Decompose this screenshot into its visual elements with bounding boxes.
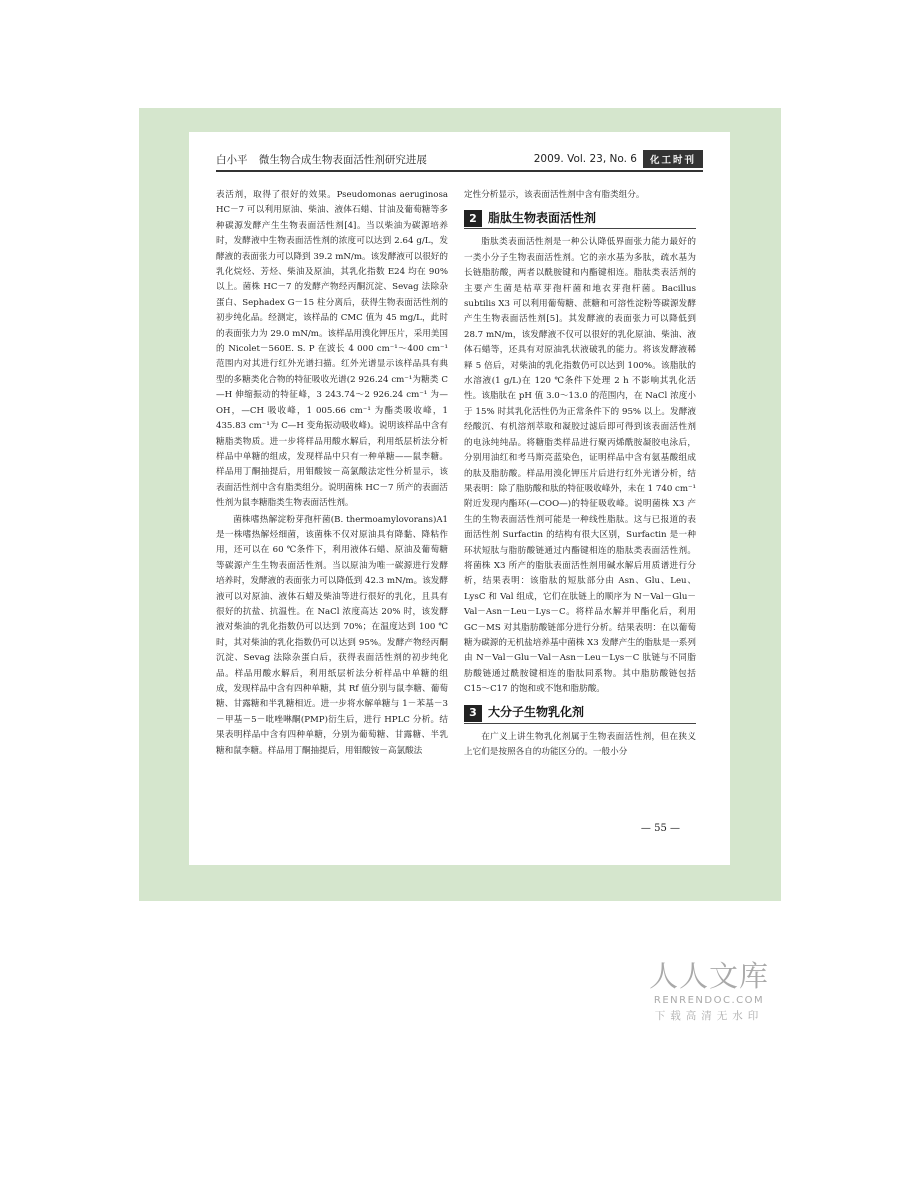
section-title-3: 大分子生物乳化剂: [488, 705, 585, 720]
header-right: [534, 150, 703, 168]
header-article-title: 微生物合成生物表面活性剂研究进展: [258, 154, 427, 166]
right-paragraph-2: 在广义上讲生物乳化剂属于生物表面活性剂，但在狭义上它们是按照各自的功能区分的。一般小分: [464, 731, 696, 757]
section-number-2: 2: [464, 210, 482, 227]
running-header: [216, 152, 703, 172]
watermark-title: 人人文库: [648, 959, 769, 993]
left-paragraph-1: 表活剂，取得了很好的效果。Pseudomonas aeruginosa HC－7 可以利用原油、柴油、液体石蜡、甘油及葡萄糖等多种碳源发酵产生生物表面活性剂[4]。当以柴油为碳源培养时，发酵液中生物表面活性剂的浓度可以达到 2.64 g/L，发酵液的表面张力可以降到 39.2 mN/m。该发酵液可以很好的乳化烷烃、芳烃、柴油及原油，其乳化指数 E24 均在 90% 以上。菌株 HC－7 的发酵产物经丙酮沉淀、Sevag 法除杂蛋白、Sephadex G－15 柱分离后，获得生物表面活性剂的初步纯化品。经测定，该样品的 CMC 值为 45 mg/L，此时的表面张力为 29.0 mN/m。该样品用溴化钾压片，采用美国的 Nicolet－560E. S. P 在波长 4 000 cm⁻¹～400 cm⁻¹范围内对其进行红外光谱扫描。红外光谱显示该样品具有典型的多糖类化合物的特征吸收光谱(2 926.24 cm⁻¹为糖类 C—H 伸缩振动的特征峰，3 243.74～2 926.24 cm⁻¹ 为—OH，—CH 吸收峰，1 005.66 cm⁻¹ 为酯类吸收峰，1 435.83 cm⁻¹为 C—H 变角振动吸收峰)。说明该样品中含有糖脂类物质。进一步将样品用酸水解后，利用纸层析法分析样品中单糖的组成，发现样品中只有一种单糖——鼠李糖。样品用丁酮抽提后，用钼酸铵－高氯酸法定性分析显示，该表面活性剂中含有脂类组分。说明菌株 HC－7 所产的表面活性剂为鼠李糖脂类生物表面活性剂。: [216, 190, 448, 509]
watermark-subtitle: 下载高清无水印: [654, 1010, 764, 1022]
right-column: [464, 188, 696, 760]
section-heading-2: [464, 209, 696, 229]
watermark: [644, 958, 774, 1024]
section-number-3: 3: [464, 705, 482, 722]
right-paragraph-1: 脂肽类表面活性剂是一种公认降低界面张力能力最好的一类小分子生物表面活性剂。它的亲水基为多肽，疏水基为长链脂肪酸，两者以酰胺键和内酯键相连。脂肽类表活剂的主要产生菌是枯草芽孢杆菌和地衣芽孢杆菌。Bacillus subtilis X3 可以利用葡萄糖、蔗糖和可溶性淀粉等碳源发酵产生生物表面活性剂[5]。其发酵液的表面张力可以降低到 28.7 mN/m，该发酵液不仅可以很好的乳化原油、柴油、液体石蜡等，还具有对原油乳状液破乳的能力。将该发酵液稀释 5 倍后，对柴油的乳化指数仍可以达到 100%。该脂肽的水溶液(1 g/L)在 120 ℃条件下处理 2 h 不影响其乳化活性。该脂肽在 pH 值 3.0～13.0 的范围内，在 NaCl 浓度小于 15% 时其乳化活性仍为正常条件下的 95% 以上。发酵液经酸沉、有机溶剂萃取和凝胶过滤后即可得到该表面活性剂的电泳纯纯品。将糖脂类样品进行聚丙烯酰胺凝胶电泳后，分别用油红和考马斯亮蓝染色，证明样品中含有氨基酸组成的肽及脂肪酸。样品用溴化钾压片后进行红外光谱分析，结果表明：除了脂肪酸和肽的特征吸收峰外，未在 1 740 cm⁻¹附近发现内酯环(—COO—)的特征吸收峰。说明菌株 X3 产生的生物表面活性剂可能是一种线性脂肽。这与已报道的表面活性剂 Surfactin 的结构有很大区别，Surfactin 是一种环状短肽与脂肪酸链通过内酯键相连的脂肽类表面活性剂。将菌株 X3 所产的脂肽表面活性剂用碱水解后用质谱进行分析，结果表明：该脂肽的短肽部分由 Asn、Glu、Leu、LysC 和 Val 组成，它们在肽链上的顺序为 N－Val－Glu－Val－Asn－Leu－Lys－C。将样品水解并甲酯化后，利用 GC－MS 对其脂肪酸链部分进行分析。结果表明：在以葡萄糖为碳源的无机盐培养基中菌株 X3 发酵产生的脂肽是一系列由 N－Val－Glu－Val－Asn－Leu－Lys－C 肽链与不同脂肪酸链通过酰胺键相连的脂肽同系物。其中脂肪酸链包括 C15～C17 的饱和或不饱和脂肪酸。: [464, 237, 696, 695]
header-author: 白小平: [216, 154, 248, 166]
document-page: [189, 132, 730, 865]
journal-badge: 化工时刊: [643, 150, 703, 168]
section-heading-3: [464, 704, 696, 724]
left-paragraph-2: 菌株嗜热解淀粉芽孢杆菌(B. thermoamylovorans)A1 是一株嗜热解烃细菌，该菌株不仅对原油具有降黏、降粘作用，还可以在 60 ℃条件下，利用液体石蜡、原油及葡萄糖等碳源产生生物表面活性剂。当以原油为唯一碳源进行发酵培养时，发酵液的表面张力可以降低到 42.3 mN/m。该发酵液可以对原油、液体石蜡及柴油等进行很好的乳化，且具有很好的抗盐、抗温性。在 NaCl 浓度高达 20% 时，该发酵液对柴油的乳化指数仍可以达到 70%；在温度达到 100 ℃时，其对柴油的乳化指数仍可以达到 95%。发酵产物经丙酮沉淀、Sevag 法除杂蛋白后，获得表面活性剂的初步纯化品。样品用酸水解后，利用纸层析法分析样品中单糖的组成，发现样品中含有四种单糖，其 Rf 值分别与鼠李糖、葡萄糖、甘露糖和半乳糖相近。进一步将水解单糖与 1－苯基－3－甲基－5－吡唑啉酮(PMP)衍生后，进行 HPLC 分析。结果表明样品中含有四种单糖，分别为葡萄糖、甘露糖、半乳糖和鼠李糖。样品用丁酮抽提后，用钼酸铵－高氯酸法: [216, 514, 448, 756]
header-left: [216, 152, 427, 167]
section-title-2: 脂肽生物表面活性剂: [488, 211, 597, 226]
right-paragraph-0: 定性分析显示，该表面活性剂中含有脂类组分。: [464, 190, 645, 200]
page-number: — 55 —: [640, 823, 680, 834]
header-issue: 2009. Vol. 23, No. 6: [533, 153, 637, 165]
left-column: [216, 188, 448, 759]
watermark-url: RENRENDOC.COM: [653, 995, 765, 1006]
